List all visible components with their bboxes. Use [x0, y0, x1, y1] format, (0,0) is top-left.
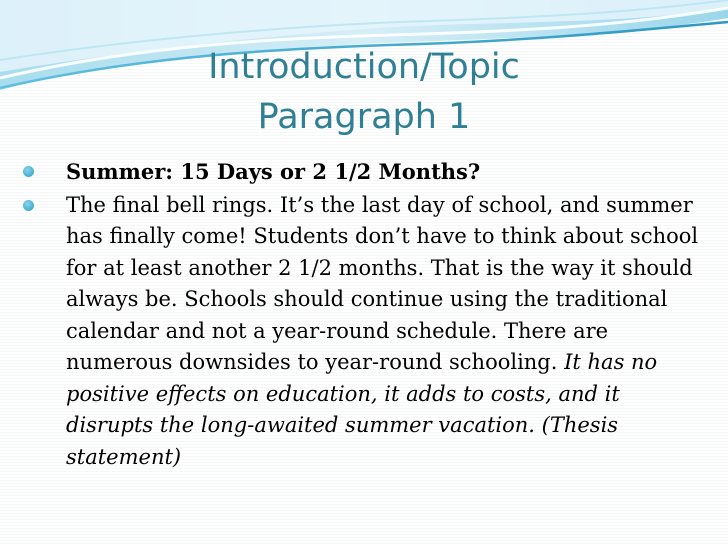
slide-title [0, 42, 728, 142]
bullet-icon [23, 200, 34, 211]
bullet-item [20, 190, 710, 474]
title-line-1: Introduction/Topic [208, 47, 520, 87]
slide-body [20, 156, 710, 474]
bullet-icon [23, 166, 34, 177]
bullet-paragraph-text [66, 193, 698, 469]
bullet-item [20, 156, 710, 189]
thesis-statement-text: It has no positive effects on education, it adds to costs, and it disrupts the long-awaited summer vacation. (Thesis statement) [66, 350, 658, 469]
paragraph-plain-text: The final bell rings. It’s the last day of school, and summer has finally come! Students don’t have to think about school for at least another 2 1/2 months. That is the way it should always be. Schools should continue using the traditional calendar and not a year-round schedule. There are numerous downsides to year-round schooling. [66, 192, 699, 374]
bullet-heading-text: Summer: 15 Days or 2 1/2 Months? [66, 159, 481, 184]
title-line-2: Paragraph 1 [257, 97, 471, 137]
